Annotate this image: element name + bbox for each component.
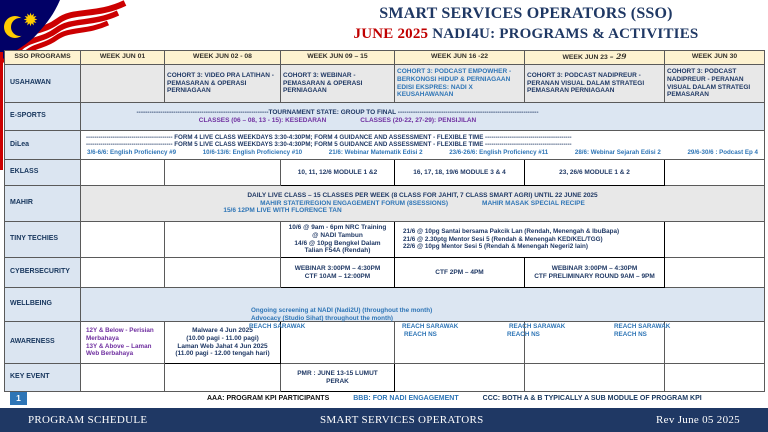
title-subject: NADI4U: PROGRAMS & ACTIVITIES (428, 26, 699, 42)
cell-tiny-week3 (281, 222, 395, 258)
row-label-eklass: EKLASS (5, 160, 81, 186)
mahir-masak: MAHIR MASAK SPECIAL RECIPE (482, 199, 585, 207)
dilea-event: 28/6: Webinar Sejarah Edisi 2 (574, 148, 661, 156)
tiny-merged-line: 21/6 @ 10pg Santai bersama Pakcik Lan (Rendah, Menengah & IbuBapa) (403, 228, 620, 236)
legend-aaa: AAA: PROGRAM KPI PARTICIPANTS (207, 395, 330, 402)
tiny-week3-line: 10/6 @ 9am - 6pm NRC Training (288, 223, 387, 231)
esports-classes-pensijilan: CLASSES (20-22, 27-29): PENSIJILAN (360, 116, 477, 124)
svg-text:✹: ✹ (23, 10, 39, 31)
cell-cyber-week2 (165, 258, 281, 288)
col-header-week1: WEEK JUN 01 (81, 51, 165, 65)
tiny-merged-line: 21/6 @ 2.30ptg Mentor Sesi 5 (Rendah & Menengah KED/KEL/TGG) (403, 235, 603, 243)
mahir-forum: MAHIR STATE/REGION ENGAGEMENT FORUM (8SESSIONS) (260, 199, 449, 207)
row-label-key-event: KEY EVENT (5, 364, 81, 392)
cell-eklass-week4: 16, 17, 18, 19/6 MODULE 3 & 4 (395, 160, 525, 186)
dilea-event: 10/6-13/6: English Proficiency #10 (202, 148, 303, 156)
footer-center: SMART SERVICES OPERATORS (319, 414, 484, 426)
row-esports (5, 103, 765, 131)
cell-usahawan-week4: COHORT 3: PODCAST EMPOWHER - BERKONGSI HIDUP & PERNIAGAAN EDISI EKSPRES: NADI X KEUSAHAWANAN (395, 65, 525, 103)
wellbeing-reach-ns: REACH NS (614, 330, 647, 338)
legend-row (4, 391, 764, 406)
col-header-week2: WEEK JUN 02 - 08 (165, 51, 281, 65)
title-line2 (290, 26, 762, 43)
awareness-target-line: 13Y & Above – Laman (86, 342, 152, 350)
row-label-dilea: DiLea (5, 131, 81, 160)
cell-dilea-all-weeks (81, 131, 765, 160)
col-header-week5 (525, 51, 665, 65)
awareness-schedule-line: (10.00 pagi - 11.00 pagi) (186, 334, 259, 342)
cell-eklass-week5: 23, 26/6 MODULE 1 & 2 (525, 160, 665, 186)
dilea-form5-line: ------------------------------------------ FORM 5 LIVE CLASS WEEKDAYS 3:30-4:30PM; FORM 5 GUIDANCE AND ASSESSMENT - FLEXIBLE TIME ------------------------------------------ (86, 141, 572, 149)
cyber-week5-webinar: WEBINAR 3:00PM – 4:30PM (551, 264, 638, 272)
header-row (5, 51, 765, 65)
legend-ccc: CCC: BOTH A & B TYPICALLY A SUB MODULE OF PROGRAM KPI (482, 395, 702, 402)
cell-keyevent-week6 (665, 364, 765, 392)
wellbeing-reach-sarawak: REACH SARAWAK (509, 322, 566, 330)
row-label-cybersecurity: CYBERSECURITY (5, 258, 81, 288)
col-header-week3: WEEK JUN 09 – 15 (281, 51, 395, 65)
row-eklass (5, 160, 765, 186)
title-line1: SMART SERVICES OPERATORS (SSO) (379, 5, 673, 22)
tiny-week3-line: 14/6 @ 10pg Bengkel Dalam (294, 239, 381, 247)
cell-tiny-week2 (165, 222, 281, 258)
cyber-week3-ctf: CTF 10AM – 12:00PM (304, 272, 371, 280)
cell-keyevent-week3 (281, 364, 395, 392)
cell-tiny-week1 (81, 222, 165, 258)
cell-esports-all-weeks (81, 103, 765, 131)
cell-usahawan-week3: COHORT 3: WEBINAR - PEMASARAN & OPERASI PERNIAGAAN (281, 65, 395, 103)
cell-eklass-week1 (81, 160, 165, 186)
awareness-target-line: 12Y & Below - Perisian (86, 327, 154, 335)
cell-cyber-week3 (281, 258, 395, 288)
esports-tournament-line: -------------------------------------------------------------TOURNAMENT STATE: GROUP TO FINAL ----------------------------------------------------------------- (136, 108, 539, 116)
col-header-week5-label: WEEK JUN 23 (562, 54, 608, 62)
row-cybersecurity (5, 258, 765, 288)
dilea-event: 3/6-6/6: English Proficiency #9 (87, 148, 177, 156)
esports-classes-kesedaran: CLASSES (06 – 08, 13 - 15): KESEDARAN (198, 116, 327, 124)
cell-cyber-week4: CTF 2PM – 4PM (395, 258, 525, 288)
dilea-event: 29/6-30/6 : Podcast Ep 4 (687, 148, 758, 156)
row-usahawan (5, 65, 765, 103)
footer-bar (0, 408, 768, 432)
dilea-event: 21/6: Webinar Matematik Edisi 2 (328, 148, 423, 156)
wellbeing-reach-sarawak: REACH SARAWAK (614, 322, 671, 330)
wellbeing-screening-line: Ongoing screening at NADI (Nadi2U) (throughout the month) (251, 306, 433, 314)
dilea-form4-line: ------------------------------------------ FORM 4 LIVE CLASS WEEKDAYS 3:30-4:30PM; FORM 4 GUIDANCE AND ASSESSMENT - FLEXIBLE TIME ------------------------------------------ (86, 133, 572, 141)
cell-keyevent-week1 (81, 364, 165, 392)
tiny-merged-line: 22/6 @ 10pg Mentor Sesi 5 (Rendah & Menengah Negeri2 lain) (403, 243, 588, 251)
flag-ribbon-tail (0, 52, 3, 170)
wellbeing-advocacy-line: Advocacy (Studio Sihat) throughout the month) (251, 314, 394, 322)
cell-awareness-week1 (81, 322, 165, 364)
keyevent-pmr-line: PMR : JUNE 13-15 LUMUT (297, 369, 378, 377)
awareness-schedule-line: (11.00 pagi - 12.00 tengah hari) (175, 350, 270, 358)
cell-tiny-week4-5 (395, 222, 665, 258)
footer-left: PROGRAM SCHEDULE (28, 414, 148, 426)
cell-usahawan-week1 (81, 65, 165, 103)
row-tiny-techies (5, 222, 765, 258)
cell-usahawan-week2: COHORT 3: VIDEO PRA LATIHAN - PEMASARAN & OPERASI PERNIAGAAN (165, 65, 281, 103)
row-label-mahir: MAHIR (5, 186, 81, 222)
row-label-usahawan: USAHAWAN (5, 65, 81, 103)
page-number-badge: 1 (10, 392, 27, 405)
cell-cyber-week1 (81, 258, 165, 288)
awareness-schedule-line: Laman Web Jahat 4 Jun 2025 (177, 342, 268, 350)
row-label-tiny-techies: TINY TECHIES (5, 222, 81, 258)
title-month: JUNE 2025 (353, 26, 429, 42)
cell-usahawan-week5: COHORT 3: PODCAST NADIPREUR - PERANAN VISUAL DALAM STRATEGI PEMASARAN PERNIAGAAN (525, 65, 665, 103)
mahir-live-session: 15/6 12PM LIVE WITH FLORENCE TAN (223, 207, 342, 215)
legend-bbb: BBB: FOR NADI ENGAGEMENT (353, 395, 459, 402)
col-header-programs: SSO PROGRAMS (5, 51, 81, 65)
cell-usahawan-week6: COHORT 3: PODCAST NADIPREUR - PERANAN VISUAL DALAM STRATEGI PEMASARAN (665, 65, 765, 103)
cell-cyber-week6 (665, 258, 765, 288)
tiny-week3-line: Talian F54A (Rendah) (304, 247, 371, 255)
dilea-event: 23/6-26/6: English Proficiency #11 (449, 148, 549, 156)
footer-right: Rev June 05 2025 (656, 414, 740, 426)
wellbeing-reach-ns: REACH NS (507, 330, 540, 338)
cell-keyevent-week4 (395, 364, 525, 392)
cell-eklass-week6 (665, 160, 765, 186)
cell-keyevent-week2 (165, 364, 281, 392)
cyber-week5-ctf: CTF PRELIMINARY ROUND 9AM – 9PM (534, 272, 655, 280)
awareness-target-line: Merbahaya (86, 334, 119, 342)
wellbeing-reach-ns: REACH NS (404, 330, 437, 338)
row-wellbeing (5, 288, 765, 322)
row-key-event (5, 364, 765, 392)
cell-awareness-week6 (665, 322, 765, 364)
col-header-week5-annotation: – 29 (609, 52, 627, 62)
row-mahir (5, 186, 765, 222)
row-label-awareness: AWARENESS (5, 322, 81, 364)
page-title (290, 5, 762, 43)
col-header-week4: WEEK JUN 16 -22 (395, 51, 525, 65)
row-dilea (5, 131, 765, 160)
cell-eklass-week3: 10, 11, 12/6 MODULE 1 &2 (281, 160, 395, 186)
awareness-target-line: Web Berbahaya (86, 350, 134, 358)
cell-cyber-week5 (525, 258, 665, 288)
mahir-daily-class-line: DAILY LIVE CLASS – 15 CLASSES PER WEEK (8 CLASS FOR JAHIT, 7 CLASS SMART AGRI) UNTIL 22 JUNE 2025 (247, 191, 598, 199)
cell-tiny-week6 (665, 222, 765, 258)
cyber-week3-webinar: WEBINAR 3:00PM – 4:30PM (294, 264, 381, 272)
awareness-schedule-line: Malware 4 Jun 2025 (192, 326, 253, 334)
tiny-week3-line: @ NADI Tambun (312, 231, 363, 239)
row-label-esports: E-SPORTS (5, 103, 81, 131)
wellbeing-reach-sarawak: REACH SARAWAK (402, 322, 459, 330)
keyevent-pmr-line: PERAK (326, 377, 349, 385)
wellbeing-reach-sarawak: REACH SARAWAK (249, 322, 306, 330)
row-label-wellbeing: WELLBEING (5, 288, 81, 322)
cell-mahir-all-weeks (81, 186, 765, 222)
schedule-table (4, 50, 765, 392)
cell-eklass-week2 (165, 160, 281, 186)
col-header-week6: WEEK JUN 30 (665, 51, 765, 65)
cell-keyevent-week5 (525, 364, 665, 392)
